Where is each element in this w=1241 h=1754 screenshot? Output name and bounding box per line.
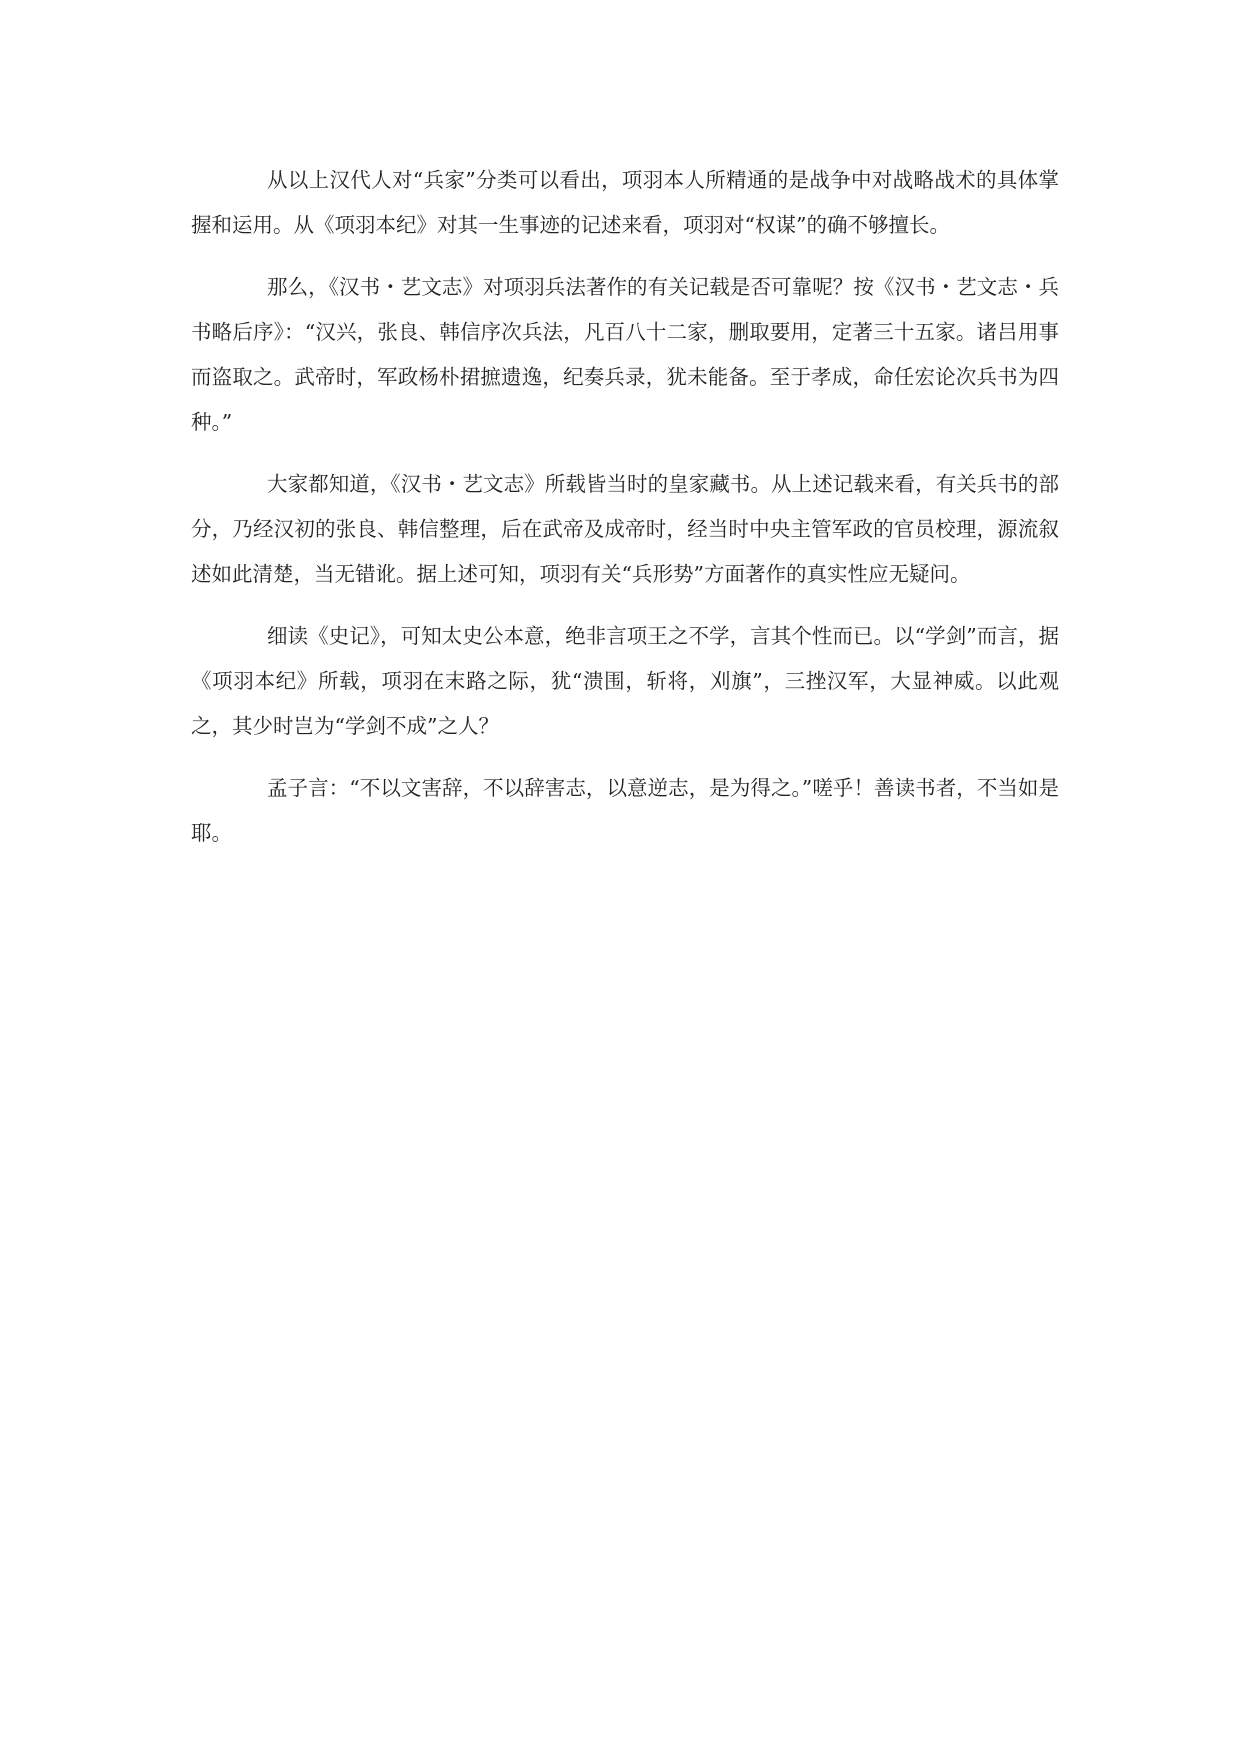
document-body bbox=[191, 158, 1059, 873]
paragraph-hanshu-records: 那么，《汉书・艺文志》对项羽兵法著作的有关记载是否可靠呢？按《汉书・艺文志・兵书略后序》：“汉兴，张良、韩信序次兵法，凡百八十二家，删取要用，定著三十五家。诸吕用事而盗取之。武帝时，军政杨朴捃摭遗逸，纪奏兵录，犹未能备。至于孝成，命任宏论次兵书为四种。” bbox=[191, 275, 1059, 434]
paragraph-hanjia-classification: 从以上汉代人对“兵家”分类可以看出，项羽本人所精通的是战争中对战略战术的具体掌握和运用。从《项羽本纪》对其一生事迹的记述来看，项羽对“权谋”的确不够擅长。 bbox=[191, 168, 1059, 237]
paragraph-shiji-reading: 细读《史记》，可知太史公本意，绝非言项王之不学，言其个性而已。以“学剑”而言，据《项羽本纪》所载，项羽在末路之际，犹“溃围，斩将，刈旗”，三挫汉军，大显神威。以此观之，其少时岂为“学剑不成”之人？ bbox=[191, 624, 1059, 738]
paragraph-royal-collection: 大家都知道，《汉书・艺文志》所载皆当时的皇家藏书。从上述记载来看，有关兵书的部分，乃经汉初的张良、韩信整理，后在武帝及成帝时，经当时中央主管军政的官员校理，源流叙述如此清楚，当无错讹。据上述可知，项羽有关“兵形势”方面著作的真实性应无疑问。 bbox=[191, 472, 1059, 586]
paragraph-mencius-quote: 孟子言：“不以文害辞，不以辞害志，以意逆志，是为得之。”嗟乎！善读书者，不当如是耶。 bbox=[191, 776, 1059, 845]
